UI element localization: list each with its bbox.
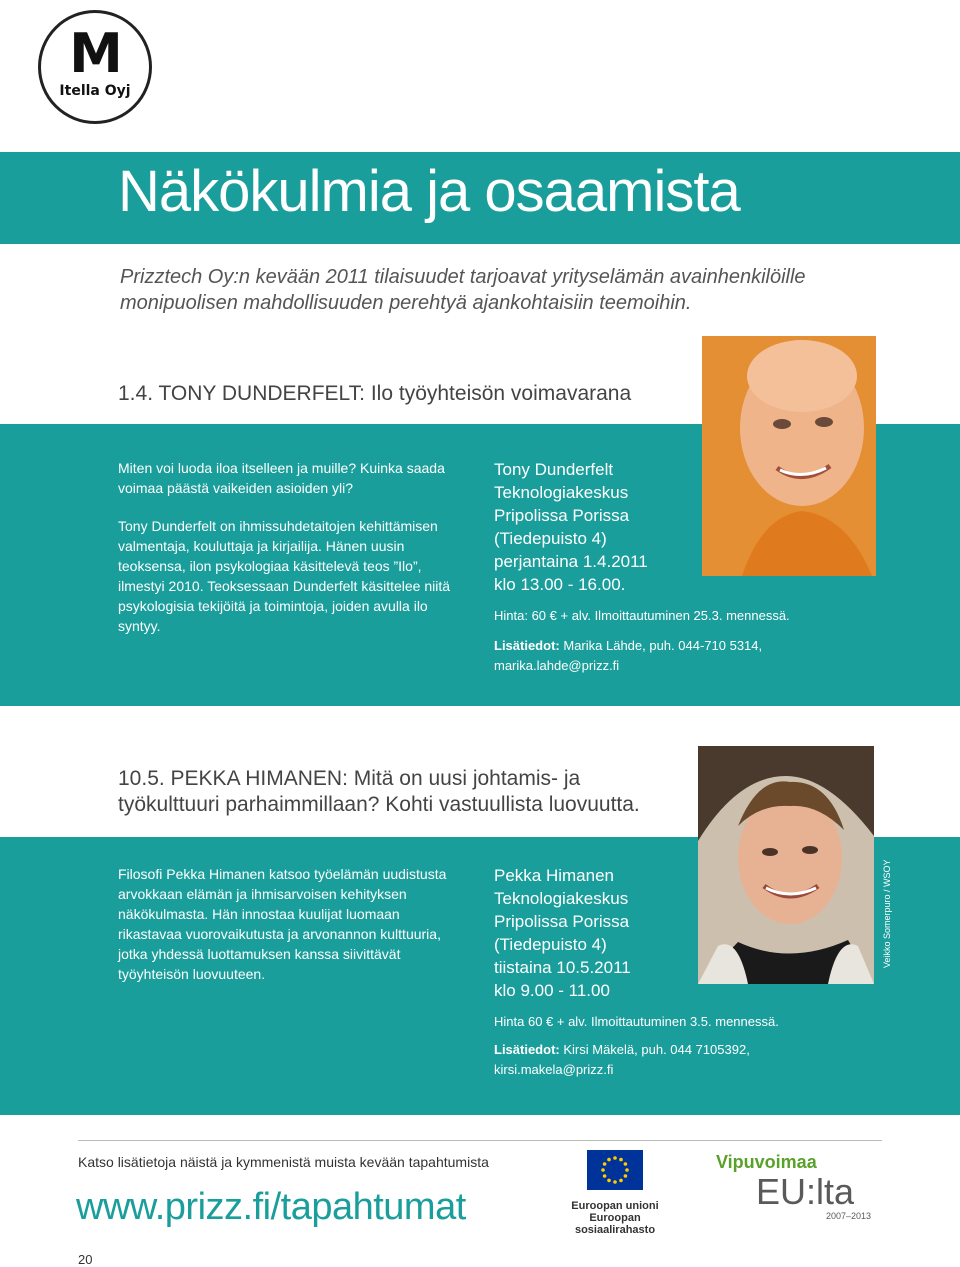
event2-contact-label: Lisätiedot: xyxy=(494,1042,560,1057)
event2-info-line: klo 9.00 - 11.00 xyxy=(494,981,610,1000)
intro-text: Prizztech Oy:n kevään 2011 tilaisuudet tarjoavat yrityselämän avainhenkilöille monipuolisen mahdollisuuden perehtyä ajankohtaisiin teemoihin. xyxy=(120,266,806,314)
photo-credit xyxy=(878,850,900,970)
itella-logo xyxy=(38,10,152,124)
event2-info-line: Pripolissa Porissa xyxy=(494,912,630,931)
event2-info-line: Teknologiakeskus xyxy=(494,889,629,908)
event2-contact xyxy=(494,1040,854,1080)
event1-info-line: Teknologiakeskus xyxy=(494,483,629,502)
eu-line1: Euroopan unioni xyxy=(571,1200,659,1212)
tony-dunderfelt-photo xyxy=(702,336,876,576)
eu-flag-icon xyxy=(587,1150,643,1190)
event1-body: Tony Dunderfelt on ihmissuhdetaitojen kehittämisen valmentaja, kouluttaja ja kirjailija. Hänen uusin teoksensa, ilon psykologiaa käsittelevä teos ”Ilo”, ilmestyi 2010. Teoksessaan Dunderfelt käsittelee niitä psykologisia tekijöitä ja toimintoja, joiden avulla ilo syntyy. xyxy=(118,518,451,634)
logo-letter: M xyxy=(69,22,121,85)
event1-contact-label: Lisätiedot: xyxy=(494,638,560,653)
event2-info-line: tiistaina 10.5.2011 xyxy=(494,958,631,977)
footer-divider xyxy=(78,1140,882,1141)
event1-info-line: Pripolissa Porissa xyxy=(494,506,630,525)
page-number: 20 xyxy=(78,1252,93,1267)
event2-heading xyxy=(118,766,640,818)
event2-body: Filosofi Pekka Himanen katsoo työelämän uudistusta arvokkaan elämän ja ihmisarvoisen kehityksen näkökulmasta. Hän innostaa kuulijat luomaan rikastavaa vuorovaikutusta ja arvonannon kulttuuria, jotka yhdessä luottamuksen kanssa siivittävät työyhteisön luovuuteen. xyxy=(118,866,447,982)
eu-logo xyxy=(550,1150,680,1236)
event1-info-line: perjantaina 1.4.2011 xyxy=(494,552,648,571)
event1-info-line: klo 13.00 - 16.00. xyxy=(494,575,626,594)
event2-info-line: Pekka Himanen xyxy=(494,866,615,885)
event1-contact xyxy=(494,636,854,676)
photo-credit-text: Veikko Somerpuro / WSOY xyxy=(882,859,892,968)
pekka-himanen-photo xyxy=(698,746,874,984)
event1-price: Hinta: 60 € + alv. Ilmoittautuminen 25.3. mennessä. xyxy=(494,608,790,623)
event2-price: Hinta 60 € + alv. Ilmoittautuminen 3.5. mennessä. xyxy=(494,1014,779,1029)
vipuvoimaa-logo xyxy=(716,1152,876,1232)
eu-line2: Euroopan sosiaalirahasto xyxy=(574,1212,656,1236)
vip-years: 2007–2013 xyxy=(826,1211,872,1221)
vip-line1: Vipuvoimaa xyxy=(716,1152,817,1172)
event2-email[interactable]: kirsi.makela@prizz.fi xyxy=(494,1062,614,1077)
event2-heading-line2: työkulttuuri parhaimmillaan? Kohti vastuullista luovuutta. xyxy=(118,793,640,816)
event1-email[interactable]: marika.lahde@prizz.fi xyxy=(494,658,620,673)
page-title: Näkökulmia ja osaamista xyxy=(118,159,740,224)
event1-info-line: Tony Dunderfelt xyxy=(494,460,614,479)
event1-lead: Miten voi luoda iloa itselleen ja muille? Kuinka saada voimaa päästä vaikeiden asioiden yli? xyxy=(118,460,445,496)
event1-heading: 1.4. TONY DUNDERFELT: Ilo työyhteisön voimavarana xyxy=(118,382,632,405)
event2-contact-text: Kirsi Mäkelä, puh. 044 7105392, xyxy=(563,1042,750,1057)
event1-contact-text: Marika Lähde, puh. 044-710 5314, xyxy=(563,638,763,653)
vip-line2: EU:lta xyxy=(756,1171,855,1212)
logo-company: Itella Oyj xyxy=(59,83,131,99)
footer-url-link[interactable]: www.prizz.fi/tapahtumat xyxy=(76,1186,466,1228)
event2-heading-line1: 10.5. PEKKA HIMANEN: Mitä on uusi johtamis- ja xyxy=(118,767,581,790)
event2-info-line: (Tiedepuisto 4) xyxy=(494,935,607,954)
footer-text: Katso lisätietoja näistä ja kymmenistä muista kevään tapahtumista xyxy=(78,1154,489,1170)
event1-info-line: (Tiedepuisto 4) xyxy=(494,529,607,548)
